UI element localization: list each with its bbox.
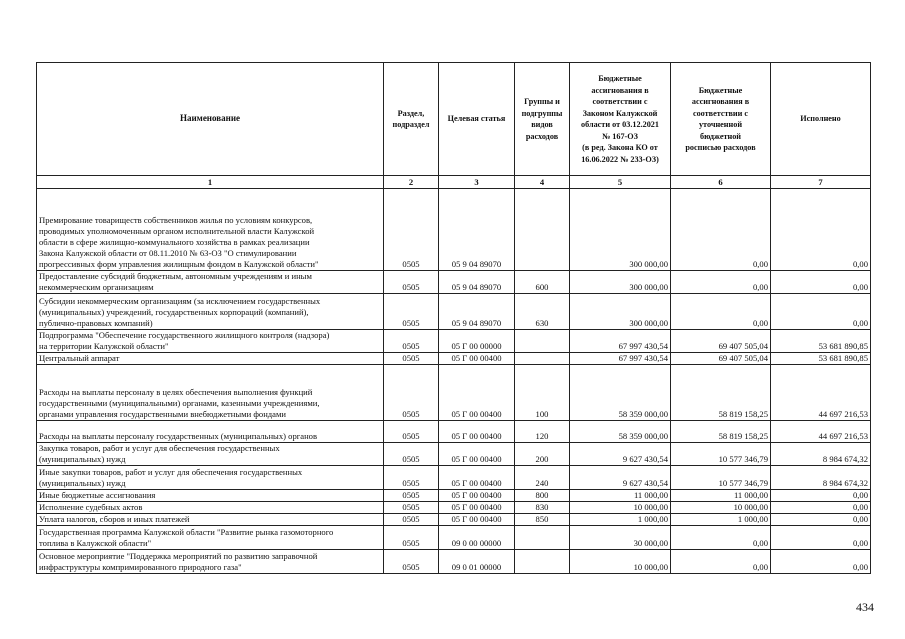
row-executed: 53 681 890,85 xyxy=(771,353,871,365)
row-group xyxy=(515,189,570,271)
row-executed: 8 984 674,32 xyxy=(771,443,871,466)
table-row xyxy=(37,330,871,353)
row-name: Предоставление субсидий бюджетным, автономным учреждениям и иным некоммерческим организациям xyxy=(37,271,384,294)
row-target: 05 Г 00 00400 xyxy=(439,502,515,514)
table-row xyxy=(37,443,871,466)
row-budget-adjusted: 0,00 xyxy=(671,526,771,550)
row-group: 850 xyxy=(515,514,570,526)
row-budget-law: 10 000,00 xyxy=(570,502,671,514)
row-budget-law: 58 359 000,00 xyxy=(570,365,671,421)
row-group: 200 xyxy=(515,443,570,466)
row-section: 0505 xyxy=(384,550,439,574)
row-section: 0505 xyxy=(384,365,439,421)
row-executed: 8 984 674,32 xyxy=(771,466,871,490)
row-name: Закупка товаров, работ и услуг для обеспечения государственных (муниципальных) нужд xyxy=(37,443,384,466)
row-budget-law: 300 000,00 xyxy=(570,271,671,294)
row-budget-law: 300 000,00 xyxy=(570,294,671,330)
row-group: 100 xyxy=(515,365,570,421)
row-section: 0505 xyxy=(384,466,439,490)
table-row xyxy=(37,271,871,294)
row-target: 05 9 04 89070 xyxy=(439,294,515,330)
header-section: Раздел, подраздел xyxy=(384,63,439,176)
table-row xyxy=(37,421,871,443)
row-budget-adjusted: 58 819 158,25 xyxy=(671,365,771,421)
row-group xyxy=(515,353,570,365)
row-budget-adjusted: 0,00 xyxy=(671,294,771,330)
row-budget-adjusted: 10 577 346,79 xyxy=(671,443,771,466)
row-group: 240 xyxy=(515,466,570,490)
header-row xyxy=(37,63,871,176)
row-target: 05 Г 00 00400 xyxy=(439,443,515,466)
row-budget-law: 10 000,00 xyxy=(570,550,671,574)
row-executed: 0,00 xyxy=(771,490,871,502)
column-number: 5 xyxy=(570,176,671,189)
row-executed: 53 681 890,85 xyxy=(771,330,871,353)
row-budget-adjusted: 0,00 xyxy=(671,189,771,271)
row-target: 05 9 04 89070 xyxy=(439,189,515,271)
row-budget-adjusted: 58 819 158,25 xyxy=(671,421,771,443)
row-executed: 44 697 216,53 xyxy=(771,365,871,421)
row-target: 05 Г 00 00400 xyxy=(439,514,515,526)
row-name: Иные бюджетные ассигнования xyxy=(37,490,384,502)
row-executed: 0,00 xyxy=(771,271,871,294)
row-target: 05 Г 00 00400 xyxy=(439,490,515,502)
row-section: 0505 xyxy=(384,421,439,443)
row-name: Иные закупки товаров, работ и услуг для обеспечения государственных (муниципальных) нужд xyxy=(37,466,384,490)
row-budget-law: 300 000,00 xyxy=(570,189,671,271)
row-name: Основное мероприятие "Поддержка мероприятий по развитию заправочной инфраструктуры компримированного природного газа" xyxy=(37,550,384,574)
header-groups: Группы и подгруппы видов расходов xyxy=(515,63,570,176)
table-row xyxy=(37,189,871,271)
row-target: 05 9 04 89070 xyxy=(439,271,515,294)
row-group xyxy=(515,526,570,550)
table-row xyxy=(37,466,871,490)
row-target: 05 Г 00 00000 xyxy=(439,330,515,353)
header-executed: Исполнено xyxy=(771,63,871,176)
row-target: 05 Г 00 00400 xyxy=(439,466,515,490)
table-row xyxy=(37,550,871,574)
row-budget-law: 67 997 430,54 xyxy=(570,330,671,353)
header-name: Наименование xyxy=(37,63,384,176)
row-budget-law: 11 000,00 xyxy=(570,490,671,502)
row-executed: 0,00 xyxy=(771,514,871,526)
row-group xyxy=(515,550,570,574)
row-section: 0505 xyxy=(384,490,439,502)
column-number: 6 xyxy=(671,176,771,189)
row-executed: 44 697 216,53 xyxy=(771,421,871,443)
row-name: Расходы на выплаты персоналу государственных (муниципальных) органов xyxy=(37,421,384,443)
column-number-row xyxy=(37,176,871,189)
row-section: 0505 xyxy=(384,330,439,353)
row-name: Подпрограмма "Обеспечение государственного жилищного контроля (надзора) на территории Калужской области" xyxy=(37,330,384,353)
row-budget-law: 9 627 430,54 xyxy=(570,443,671,466)
row-executed: 0,00 xyxy=(771,502,871,514)
column-number: 4 xyxy=(515,176,570,189)
row-budget-adjusted: 1 000,00 xyxy=(671,514,771,526)
budget-table xyxy=(36,62,871,574)
row-name: Субсидии некоммерческим организациям (за исключением государственных (муниципальных) учреждений, государственных корпораций (компаний), публично-правовых компаний) xyxy=(37,294,384,330)
table-row xyxy=(37,294,871,330)
column-number: 1 xyxy=(37,176,384,189)
row-budget-adjusted: 69 407 505,04 xyxy=(671,330,771,353)
table-row xyxy=(37,526,871,550)
row-name: Центральный аппарат xyxy=(37,353,384,365)
row-group: 600 xyxy=(515,271,570,294)
row-section: 0505 xyxy=(384,353,439,365)
table-row xyxy=(37,514,871,526)
row-budget-law: 67 997 430,54 xyxy=(570,353,671,365)
header-budget-adjusted: Бюджетные ассигнования в соответствии с уточненной бюджетной росписью расходов xyxy=(671,63,771,176)
row-budget-adjusted: 10 000,00 xyxy=(671,502,771,514)
row-budget-law: 58 359 000,00 xyxy=(570,421,671,443)
row-budget-law: 1 000,00 xyxy=(570,514,671,526)
row-target: 09 0 00 00000 xyxy=(439,526,515,550)
header-budget-law: Бюджетные ассигнования в соответствии с Законом Калужской области от 03.12.2021 № 167-ОЗ (в ред. Закона КО от 16.06.2022 № 233-ОЗ) xyxy=(570,63,671,176)
budget-table-sheet xyxy=(36,62,871,574)
row-executed: 0,00 xyxy=(771,189,871,271)
table-row xyxy=(37,365,871,421)
row-executed: 0,00 xyxy=(771,526,871,550)
header-target: Целевая статья xyxy=(439,63,515,176)
row-target: 05 Г 00 00400 xyxy=(439,365,515,421)
row-group: 830 xyxy=(515,502,570,514)
column-number: 7 xyxy=(771,176,871,189)
column-number: 3 xyxy=(439,176,515,189)
row-budget-adjusted: 69 407 505,04 xyxy=(671,353,771,365)
row-group: 800 xyxy=(515,490,570,502)
row-name: Расходы на выплаты персоналу в целях обеспечения выполнения функций государственными (муниципальными) органами, казенными учреждениями, органами управления государственными внебюджетными фондами xyxy=(37,365,384,421)
row-group: 630 xyxy=(515,294,570,330)
row-name: Исполнение судебных актов xyxy=(37,502,384,514)
row-section: 0505 xyxy=(384,294,439,330)
row-section: 0505 xyxy=(384,189,439,271)
column-number: 2 xyxy=(384,176,439,189)
row-section: 0505 xyxy=(384,502,439,514)
row-section: 0505 xyxy=(384,271,439,294)
row-section: 0505 xyxy=(384,526,439,550)
page-number: 434 xyxy=(856,600,874,614)
table-row xyxy=(37,490,871,502)
row-executed: 0,00 xyxy=(771,294,871,330)
row-budget-law: 9 627 430,54 xyxy=(570,466,671,490)
row-name: Государственная программа Калужской области "Развитие рынка газомоторного топлива в Калужской области" xyxy=(37,526,384,550)
row-target: 05 Г 00 00400 xyxy=(439,421,515,443)
row-budget-adjusted: 11 000,00 xyxy=(671,490,771,502)
row-section: 0505 xyxy=(384,514,439,526)
table-row xyxy=(37,353,871,365)
row-target: 09 0 01 00000 xyxy=(439,550,515,574)
row-group xyxy=(515,330,570,353)
row-budget-law: 30 000,00 xyxy=(570,526,671,550)
row-section: 0505 xyxy=(384,443,439,466)
row-group: 120 xyxy=(515,421,570,443)
row-name: Уплата налогов, сборов и иных платежей xyxy=(37,514,384,526)
table-row xyxy=(37,502,871,514)
row-executed: 0,00 xyxy=(771,550,871,574)
row-budget-adjusted: 0,00 xyxy=(671,550,771,574)
row-name: Премирование товариществ собственников жилья по условиям конкурсов, проводимых уполномоченным органом исполнительной власти Калужской области в сфере жилищно-коммунального хозяйства в рамках реализации Закона Калужской области от 08.11.2010 № 63-ОЗ "О стимулировании прогрессивных форм управления жилищным фондом в Калужской области" xyxy=(37,189,384,271)
row-budget-adjusted: 10 577 346,79 xyxy=(671,466,771,490)
row-budget-adjusted: 0,00 xyxy=(671,271,771,294)
row-target: 05 Г 00 00400 xyxy=(439,353,515,365)
